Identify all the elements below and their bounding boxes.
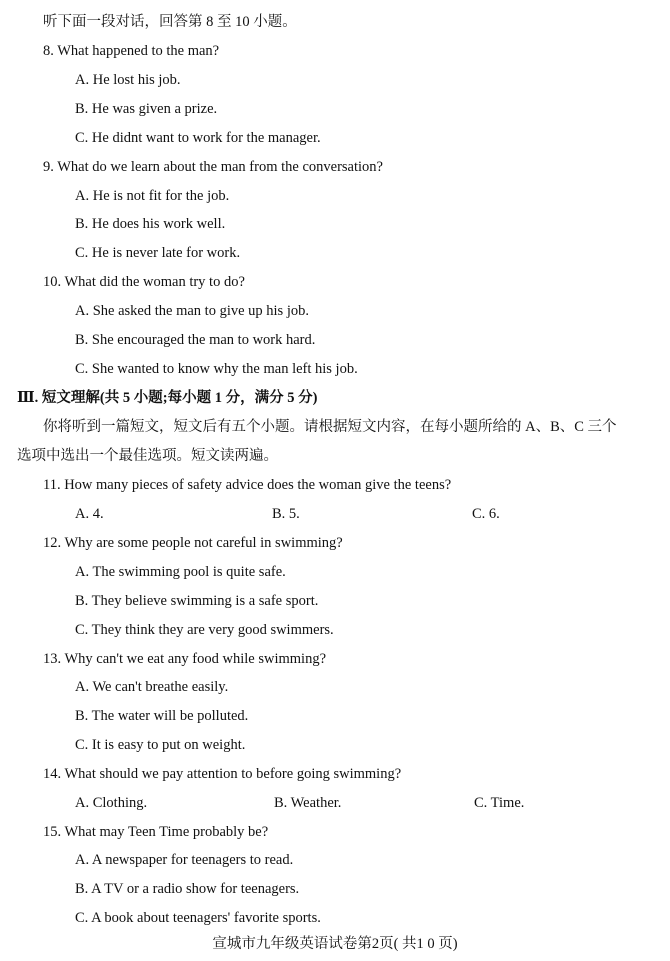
question-13-option-a: A. We can't breathe easily. — [75, 679, 229, 695]
section-3-title: Ⅲ. 短文理解(共 5 小题;每小题 1 分，满分 5 分) — [17, 390, 318, 406]
question-9-stem: 9. What do we learn about the man from the conversation? — [43, 159, 383, 175]
question-15-option-c: C. A book about teenagers' favorite sports. — [75, 910, 321, 926]
page-footer: 宣城市九年级英语试卷第2页( 共1 0 页) — [212, 936, 458, 952]
question-8-stem: 8. What happened to the man? — [43, 43, 220, 59]
section-3-instruction-line-1: 你将听到一篇短文，短文后有五个小题。请根据短文内容，在每小题所给的 A、B、C 三个 — [43, 419, 617, 435]
question-14-stem: 14. What should we pay attention to before going swimming? — [43, 766, 402, 782]
question-8-option-a: A. He lost his job. — [75, 72, 181, 88]
question-11-option-a: A. 4. — [75, 506, 104, 522]
question-11-stem: 11. How many pieces of safety advice does the woman give the teens? — [43, 477, 452, 493]
question-11-option-b: B. 5. — [272, 506, 300, 522]
question-8-option-b: B. He was given a prize. — [75, 101, 218, 117]
question-13-option-b: B. The water will be polluted. — [75, 708, 249, 724]
question-14-option-b: B. Weather. — [274, 795, 342, 811]
section-3-instruction-line-2: 选项中选出一个最佳选项。短文读两遍。 — [17, 448, 278, 464]
question-9-option-c: C. He is never late for work. — [75, 245, 241, 261]
question-10-option-c: C. She wanted to know why the man left his job. — [75, 361, 358, 377]
question-12-option-c: C. They think they are very good swimmers. — [75, 622, 334, 638]
question-10-option-a: A. She asked the man to give up his job. — [75, 303, 309, 319]
question-10-option-b: B. She encouraged the man to work hard. — [75, 332, 316, 348]
question-11-option-c: C. 6. — [472, 506, 500, 522]
question-13-stem: 13. Why can't we eat any food while swimming? — [43, 651, 327, 667]
question-14-option-a: A. Clothing. — [75, 795, 148, 811]
question-15-option-b: B. A TV or a radio show for teenagers. — [75, 881, 300, 897]
question-12-stem: 12. Why are some people not careful in swimming? — [43, 535, 343, 551]
question-12-option-a: A. The swimming pool is quite safe. — [75, 564, 286, 580]
question-8-option-c: C. He didnt want to work for the manager. — [75, 130, 321, 146]
question-15-stem: 15. What may Teen Time probably be? — [43, 824, 269, 840]
question-12-option-b: B. They believe swimming is a safe sport. — [75, 593, 319, 609]
question-14-option-c: C. Time. — [474, 795, 525, 811]
question-13-option-c: C. It is easy to put on weight. — [75, 737, 246, 753]
question-10-stem: 10. What did the woman try to do? — [43, 274, 245, 290]
question-15-option-a: A. A newspaper for teenagers to read. — [75, 852, 294, 868]
intro-8-10: 听下面一段对话，回答第 8 至 10 小题。 — [43, 14, 297, 30]
question-9-option-b: B. He does his work well. — [75, 216, 226, 232]
question-9-option-a: A. He is not fit for the job. — [75, 188, 230, 204]
